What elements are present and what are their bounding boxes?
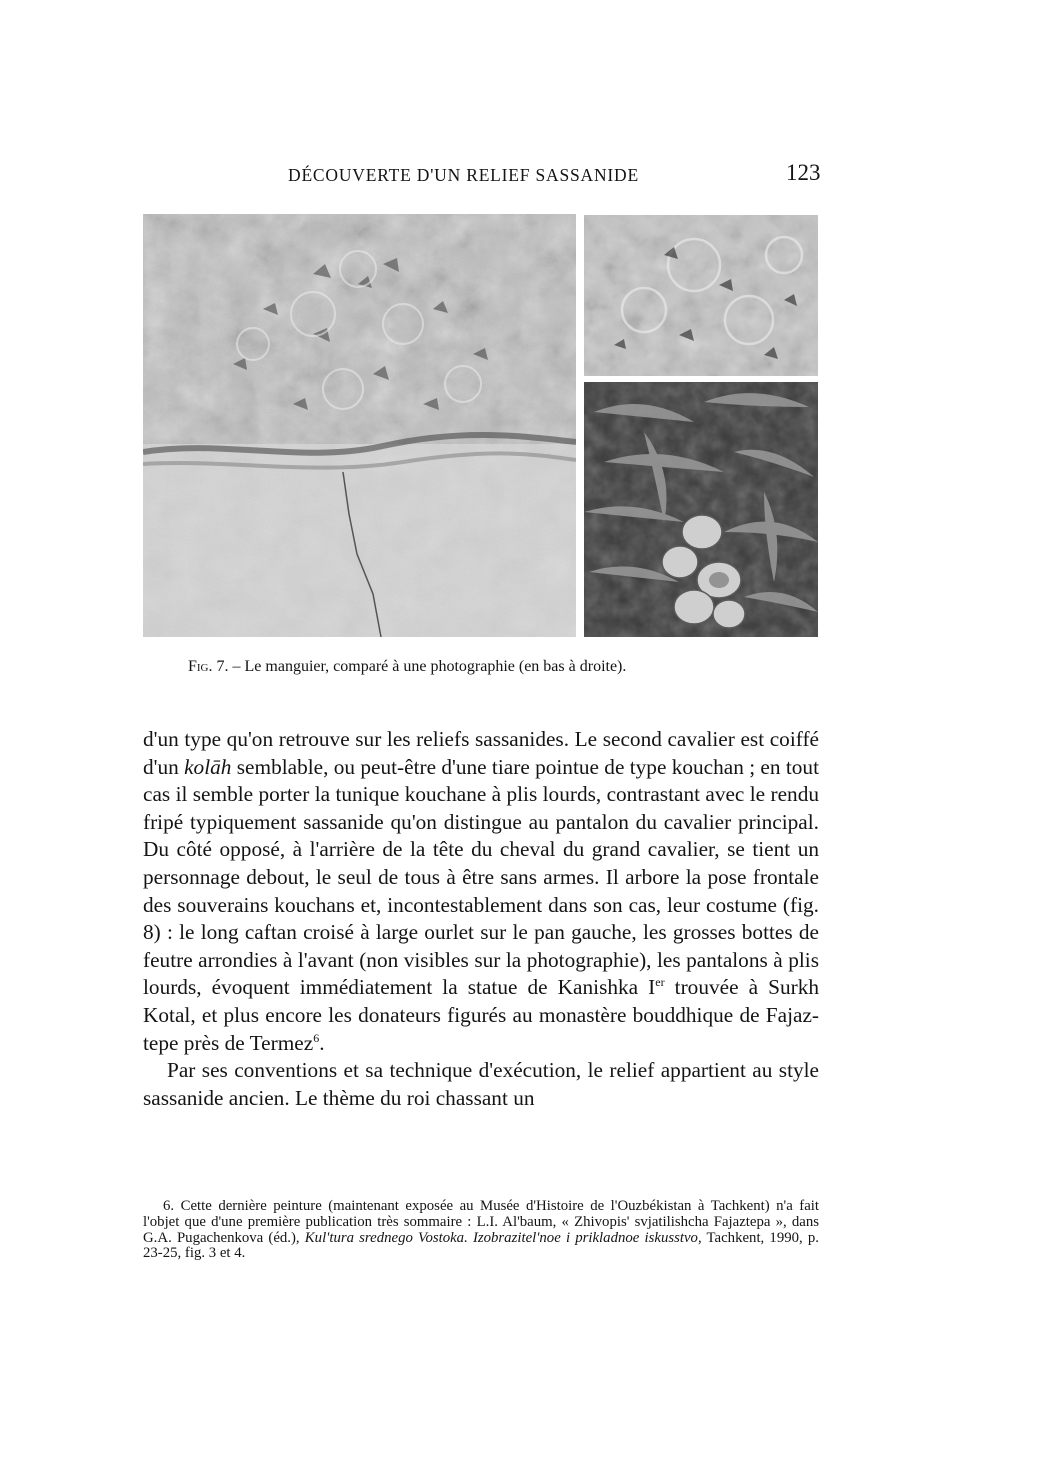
running-title: DÉCOUVERTE D'UN RELIEF SASSANIDE [288,165,639,185]
footnote-text-c: , Tachkent, 1990, p. 23-25, fig. 3 et 4. [143,1229,819,1262]
term-kolah: kolāh [184,754,232,779]
footnote-6 [143,1199,819,1262]
relief-photo-detail [584,215,818,376]
paragraph-2: Par ses conventions et sa technique d'exécution, le relief appartient au style sassanide ancien. Le thème du roi chassant un [143,1058,819,1110]
mango-tree-photo [584,382,818,637]
paragraph-1-text-c: semblable, ou peut-être d'une tiare pointue de type kouchan ; en tout cas il semble porter la tunique kouchane à plis lourds, contrastant avec le rendu fripé typiquement sassanide qu'on distingue au pantalon du cavalier principal. Du côté opposé, à l'arrière de la tête du cheval du grand cavalier, se tient un personnage debout, le seul de tous à être sans armes. Il arbore la pose frontale des souverains kouchans et, incontestablement dans son cas, leur costume (fig. 8) : le long caftan croisé à large ourlet sur le pan gauche, les grosses bottes de feutre arrondies à l'avant (non visibles sur la photographie), les pantalons à plis lourds, évoquent immédiatement la statue de Kanishka I [143,754,819,1000]
footnote-title-italic: Kul'tura srednego Vostoka. Izobrazitel'noe i prikladnoe iskusstvo [304,1229,698,1246]
footnote-ref-6: 6 [313,1030,320,1045]
paragraph-1 [143,726,819,1057]
body-text [143,726,819,1112]
paragraph-1-text-a: d'un type qu'on retrouve sur les reliefs sassanides. Le second cavalier est coiffé d'un [143,727,819,779]
footnote-body [143,1199,819,1262]
figure-caption [188,658,626,676]
figure-caption-text: – Le manguier, comparé à une photographie (en bas à droite). [228,658,627,675]
page-number: 123 [786,160,821,185]
paragraph-1-text-e: . [319,1030,325,1055]
paragraph-1-text-d: trouvée à Surkh Kotal, et plus encore les donateurs figurés au monastère bouddhique de Fajaz-tepe près de Termez [143,975,819,1055]
relief-photo-main [143,214,576,637]
figure-label: Fig. 7. [188,658,229,675]
footnote-text-a: 6. Cette dernière peinture (maintenant exposée au Musée d'Histoire de l'Ouzbékistan à Tachkent) n'a fait l'objet que d'une première publication très sommaire : L.I. Al'baum, « Zhivopis' svjatilishcha Fajaztepa », dans G.A. Pugachenkova (éd.), [143,1198,819,1246]
ordinal-superscript: er [655,975,665,990]
